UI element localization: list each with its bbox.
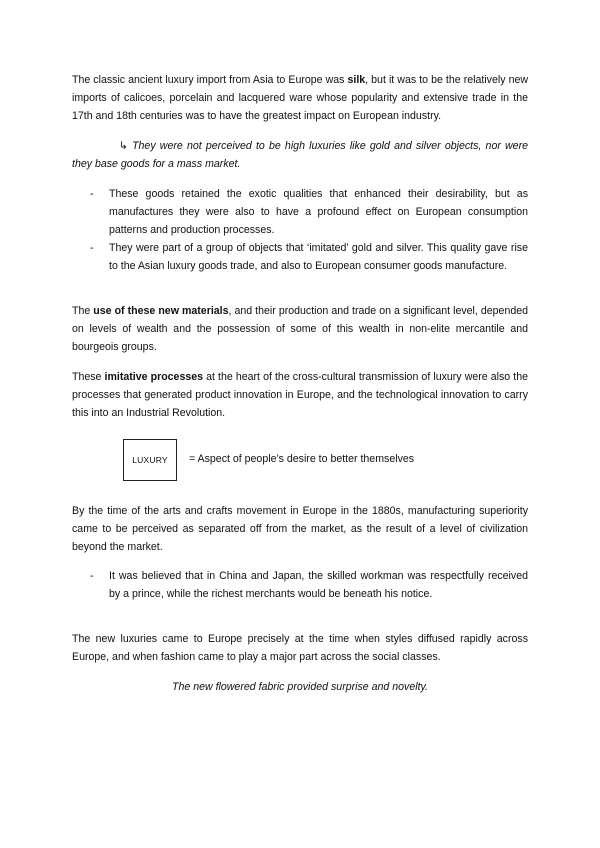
dash-bullet-icon: - — [90, 570, 94, 582]
bullet-list-goods — [72, 185, 528, 275]
paragraph-new-luxuries: The new luxuries came to Europe precisely at the time when styles diffused rapidly across Europe, and when fashion came to play a major part across the social classes. — [72, 633, 528, 663]
bold-term-silk: silk — [347, 74, 366, 86]
paragraph-new-materials — [72, 302, 528, 356]
list-item-text: They were part of a group of objects that ‘imitated’ gold and silver. This quality gave rise to the Asian luxury goods trade, and also to European consumer goods manufacture. — [109, 242, 528, 272]
list-item — [72, 185, 528, 239]
arrow-icon: ↳ — [119, 140, 128, 152]
list-item-text: These goods retained the exotic qualities that enhanced their desirability, but as manufactures they were also to have a profound effect on European consumption patterns and production processes. — [109, 188, 528, 236]
closing-italic-line: The new flowered fabric provided surprise and novelty. — [172, 681, 428, 693]
italic-note — [72, 137, 528, 173]
paragraph-arts-crafts: By the time of the arts and crafts movement in Europe in the 1880s, manufacturing superiority came to be perceived as separated off from the market, as the result of a level of civilization beyond the market. — [72, 505, 528, 553]
bold-term-materials: use of these new materials — [93, 305, 229, 317]
list-item — [72, 239, 528, 275]
paragraph-text: at the heart of the cross-cultural transmission of luxury were also the processes that generated product innovation in Europe, and the technological innovation to carry this into an Industrial Revolution. — [72, 371, 528, 419]
document-page — [72, 71, 528, 696]
bullet-list-china-japan — [72, 567, 528, 603]
list-item — [72, 567, 528, 603]
paragraph-imitative-processes — [72, 368, 528, 422]
paragraph-text: The classic ancient luxury import from Asia to Europe was — [72, 74, 348, 86]
note-text: They were not perceived to be high luxuries like gold and silver objects, nor were they base goods for a mass market. — [72, 140, 528, 170]
dash-bullet-icon: - — [90, 188, 94, 200]
list-item-text: It was believed that in China and Japan, the skilled workman was respectfully received by a prince, while the richest merchants would be beneath his notice. — [109, 570, 528, 600]
luxury-definition-row — [72, 439, 528, 481]
paragraph-text: These — [72, 371, 105, 383]
paragraph-text: , but it was to be the relatively new imports of calicoes, porcelain and lacquered ware whose popularity and extensive trade in the 17th and 18th centuries was to have the greatest impact on European industry. — [72, 74, 529, 122]
paragraph-silk-imports — [72, 71, 528, 125]
luxury-box: LUXURY — [123, 439, 177, 481]
paragraph-text: The — [72, 305, 94, 317]
paragraph-text: , and their production and trade on a significant level, depended on levels of wealth and the possession of some of this wealth in non-elite mercantile and bourgeois groups. — [72, 305, 529, 353]
luxury-definition: = Aspect of people’s desire to better themselves — [189, 453, 415, 465]
dash-bullet-icon: - — [90, 242, 94, 254]
bold-term-imitative: imitative processes — [104, 371, 204, 383]
